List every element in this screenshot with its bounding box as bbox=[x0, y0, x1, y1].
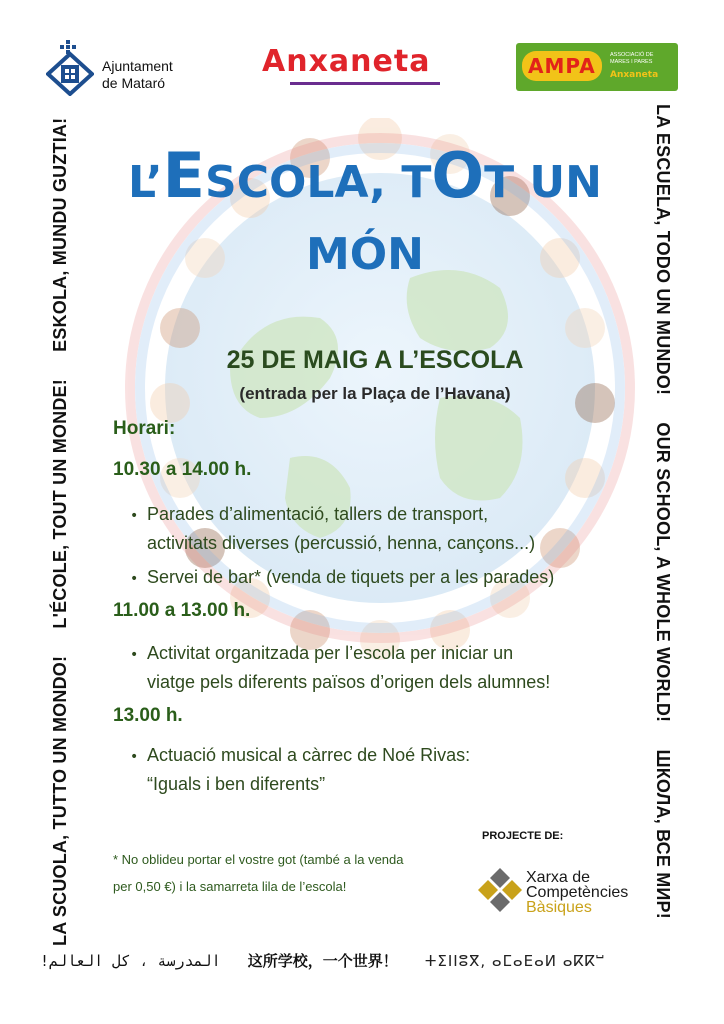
event-entrance: (entrada per la Plaça de l’Havana) bbox=[239, 384, 511, 403]
slot-2-item-1 bbox=[147, 639, 550, 697]
slot-3-item-1-line-1: Actuació musical a càrrec de Noé Rivas: bbox=[147, 745, 471, 765]
side-left-italian: LA SCUOLA, TUTTO UN MONDO! bbox=[50, 655, 70, 946]
title-part-6: MÓN bbox=[305, 229, 424, 280]
multilingual-footer bbox=[40, 950, 690, 971]
schedule-slot-1: 10.30 a 14.00 h. bbox=[113, 459, 252, 480]
title-part-3: SCOLA, T bbox=[205, 157, 432, 208]
title-part-1: L’ bbox=[128, 157, 163, 208]
slot-2-item-1-line-1: Activitat organitzada per l’escola per iniciar un bbox=[147, 643, 514, 663]
footer-tifinagh: ⵜⵉⵏⵏⵓⴳ, ⴰⵎⴰⴹⴰⵍ ⴰⴽⴽⵯ bbox=[424, 952, 605, 970]
projecte-label: PROJECTE DE: bbox=[482, 830, 564, 842]
ajuntament-line1: Ajuntament bbox=[102, 58, 173, 74]
footer-chinese: 这所学校，一个世界！ bbox=[247, 952, 398, 970]
side-right-spanish: LA ESCUELA, TODO UN MUNDO! bbox=[653, 104, 673, 396]
ajuntament-emblem-icon bbox=[46, 40, 94, 96]
side-left-french: L'ÉCOLE, TOUT UN MONDE! bbox=[50, 379, 70, 629]
side-right-english: OUR SCHOOL, A WHOLE WORLD! bbox=[653, 422, 673, 723]
slot-3-item-1 bbox=[147, 741, 470, 799]
bullet-2: • bbox=[130, 571, 139, 587]
xarxa-line-2: Competències bbox=[526, 884, 629, 901]
ampa-logo bbox=[516, 43, 678, 91]
title-part-4: O bbox=[431, 139, 485, 212]
footnote-line-1: * No oblideu portar el vostre got (també a la venda bbox=[113, 852, 404, 867]
slot-1-item-1-line-2: activitats diverses (percussió, henna, cançons...) bbox=[147, 533, 536, 553]
ajuntament-mataro-logo bbox=[46, 38, 196, 96]
poster-title bbox=[110, 140, 620, 291]
anxaneta-underline bbox=[290, 82, 440, 85]
bullet-1: • bbox=[130, 508, 139, 524]
schedule-heading: Horari: bbox=[113, 418, 176, 439]
anxaneta-wordmark: Anxaneta bbox=[262, 44, 431, 79]
footnote bbox=[113, 846, 443, 900]
footer-arabic: المدرسة ، كل العالم! bbox=[40, 952, 221, 970]
ampa-subtitle: ASSOCIACIÓ DE MARES I PARES bbox=[610, 52, 654, 65]
ampa-wordmark: AMPA bbox=[522, 51, 602, 81]
slot-1-item-2: Servei de bar* (venda de tiquets per a les parades) bbox=[147, 567, 555, 587]
xarxa-line-3: Bàsiques bbox=[526, 899, 592, 916]
event-date: 25 DE MAIG A L’ESCOLA bbox=[226, 346, 524, 374]
anxaneta-logo bbox=[262, 44, 454, 88]
title-part-2: E bbox=[162, 139, 206, 212]
slot-3-item-1-line-2: “Iguals i ben diferents” bbox=[147, 774, 326, 794]
ajuntament-line2: de Mataró bbox=[102, 75, 166, 91]
xarxa-diamond-icon bbox=[478, 866, 522, 916]
bullet-3: • bbox=[130, 647, 139, 663]
slot-2-item-1-line-2: viatge pels diferents països d’origen dels alumnes! bbox=[147, 672, 551, 692]
xarxa-competencies-logo bbox=[478, 862, 648, 922]
slot-1-item-1 bbox=[147, 500, 535, 558]
xarxa-line-1: Xarxa de bbox=[526, 869, 591, 886]
bullet-4: • bbox=[130, 749, 139, 765]
side-right-russian: ШКОЛА, ВСЕ МИР! bbox=[653, 749, 673, 919]
schedule-slot-3: 13.00 h. bbox=[113, 705, 183, 726]
schedule-slot-2: 11.00 a 13.00 h. bbox=[113, 600, 251, 621]
side-text-left bbox=[50, 96, 71, 946]
footnote-line-2: per 0,50 €) i la samarreta lila de l’escola! bbox=[113, 879, 347, 894]
side-left-basque: ESKOLA, MUNDU GUZTIA! bbox=[50, 117, 70, 352]
title-part-5: T UN bbox=[484, 157, 602, 208]
side-text-right bbox=[652, 104, 673, 941]
slot-1-item-1-line-1: Parades d’alimentació, tallers de transport, bbox=[147, 504, 489, 524]
ampa-subtitle-name: Anxaneta bbox=[610, 70, 659, 80]
